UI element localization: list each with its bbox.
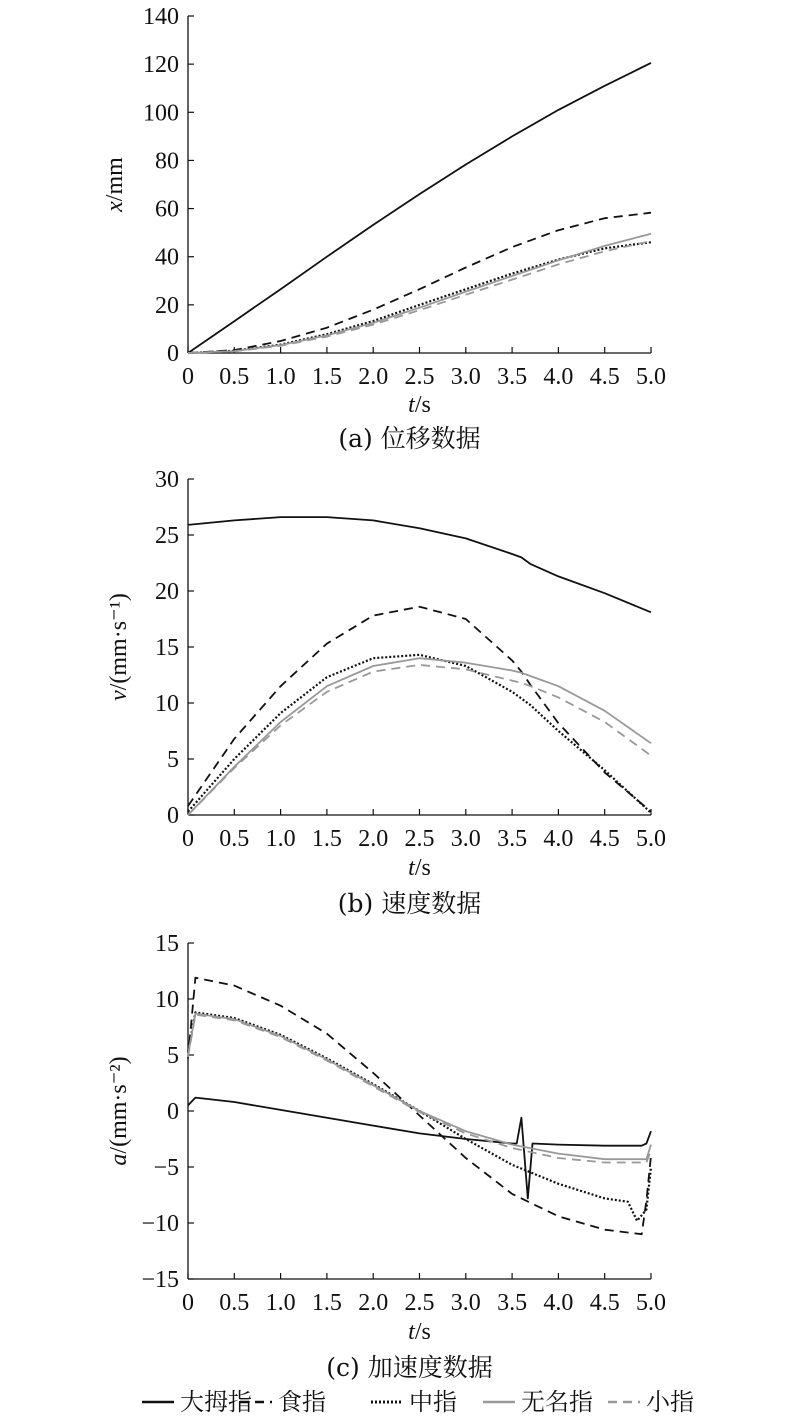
y-tick-label: 40 — [155, 244, 179, 271]
x-tick-label: 5.0 — [636, 364, 666, 390]
x-tick-label: 1.5 — [311, 1290, 342, 1316]
series-line-2 — [188, 655, 651, 813]
series-line-0 — [188, 517, 651, 612]
y-tick-label: −5 — [153, 1155, 179, 1181]
y-tick-label: 0 — [167, 1099, 179, 1125]
series-line-2 — [188, 242, 651, 353]
x-axis-label: t/s — [408, 855, 431, 881]
y-tick-label: 15 — [155, 635, 179, 661]
legend-label: 中指 — [409, 1388, 457, 1416]
x-tick-label: 4.0 — [543, 364, 574, 390]
x-tick-label: 4.5 — [589, 826, 620, 852]
x-tick-label: 1.5 — [311, 826, 342, 852]
x-tick-label: 4.0 — [543, 1290, 574, 1316]
x-tick-label: 0.5 — [219, 826, 250, 852]
y-axis-label: a/(mm·s⁻²) — [106, 1056, 132, 1166]
y-tick-label: 140 — [143, 4, 179, 30]
series-line-3 — [188, 658, 651, 815]
y-tick-label: 0 — [167, 341, 179, 367]
x-tick-label: 4.5 — [589, 1290, 620, 1316]
x-tick-label: 0 — [182, 1290, 194, 1316]
chart-panel-0 — [102, 4, 666, 453]
panel-caption: (a) 位移数据 — [338, 424, 481, 453]
x-tick-label: 2.0 — [358, 826, 389, 852]
y-tick-label: 0 — [167, 803, 179, 829]
x-tick-label: 1.0 — [265, 364, 296, 390]
y-tick-label: −10 — [141, 1211, 179, 1237]
series-line-3 — [188, 1014, 651, 1160]
series-line-0 — [188, 63, 651, 353]
x-tick-label: 3.5 — [497, 1290, 528, 1316]
series-line-4 — [188, 241, 651, 353]
x-tick-label: 4.5 — [589, 364, 620, 390]
x-tick-label: 0.5 — [219, 364, 250, 390]
series-line-4 — [188, 665, 651, 815]
series-line-4 — [188, 1015, 651, 1163]
legend-label: 食指 — [278, 1388, 326, 1416]
x-tick-label: 1.0 — [265, 1290, 296, 1316]
legend-label: 小指 — [646, 1388, 694, 1416]
x-tick-label: 3.5 — [497, 364, 528, 390]
y-tick-label: 5 — [167, 747, 179, 773]
y-tick-label: −15 — [141, 1267, 179, 1293]
x-tick-label: 1.0 — [265, 826, 296, 852]
x-tick-label: 2.5 — [404, 826, 435, 852]
legend — [142, 1388, 694, 1416]
panel-caption: (b) 速度数据 — [337, 889, 482, 918]
x-tick-label: 5.0 — [636, 826, 666, 852]
y-tick-label: 20 — [155, 579, 179, 605]
y-tick-label: 20 — [155, 292, 179, 319]
y-tick-label: 10 — [155, 987, 179, 1013]
x-tick-label: 2.0 — [358, 1290, 389, 1316]
x-tick-label: 3.0 — [450, 826, 481, 852]
x-tick-label: 2.5 — [404, 1290, 435, 1316]
chart-panel-2 — [106, 931, 666, 1382]
y-tick-label: 30 — [155, 467, 179, 493]
y-tick-label: 25 — [155, 523, 179, 549]
x-tick-label: 0.5 — [219, 1290, 250, 1316]
series-line-1 — [188, 213, 651, 353]
x-tick-label: 2.5 — [404, 364, 435, 390]
legend-label: 无名指 — [521, 1388, 593, 1416]
chart-panel-1 — [106, 467, 666, 918]
y-tick-label: 120 — [143, 52, 179, 79]
x-axis-label: t/s — [408, 392, 431, 418]
y-tick-label: 15 — [155, 931, 179, 957]
x-tick-label: 3.0 — [450, 364, 481, 390]
x-axis-label: t/s — [408, 1319, 431, 1345]
x-tick-label: 0 — [182, 826, 194, 852]
chart-panels — [102, 4, 666, 1382]
x-tick-label: 4.0 — [543, 826, 574, 852]
x-tick-label: 1.5 — [311, 364, 342, 390]
legend-label: 大拇指 — [180, 1388, 252, 1416]
panel-caption: (c) 加速度数据 — [326, 1353, 493, 1382]
y-tick-label: 5 — [167, 1043, 179, 1069]
x-tick-label: 0 — [182, 364, 194, 390]
x-tick-label: 5.0 — [636, 1290, 666, 1316]
y-axis-label: x/mm — [102, 157, 128, 212]
y-tick-label: 80 — [155, 148, 179, 175]
x-tick-label: 2.0 — [358, 364, 389, 390]
series-line-3 — [188, 234, 651, 353]
y-tick-label: 10 — [155, 691, 179, 717]
y-tick-label: 100 — [143, 100, 179, 127]
y-axis-label: v/(mm·s⁻¹) — [106, 593, 132, 701]
x-tick-label: 3.5 — [497, 826, 528, 852]
y-tick-label: 60 — [155, 196, 179, 223]
x-tick-label: 3.0 — [450, 1290, 481, 1316]
